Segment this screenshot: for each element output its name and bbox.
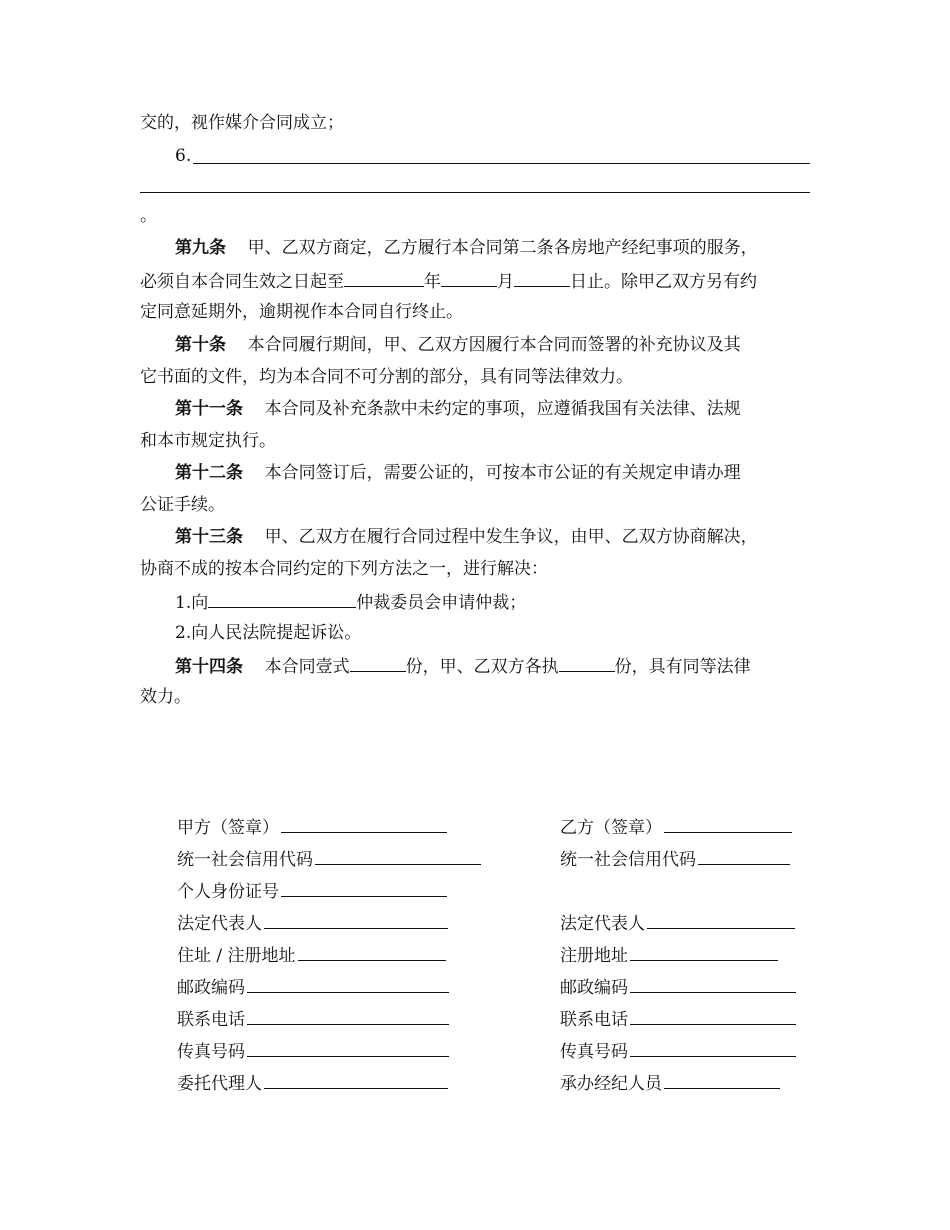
article-9-title: 第九条	[175, 238, 226, 258]
article-13: 第十三条 甲、乙双方在履行合同过程中发生争议，由甲、乙双方协商解决，	[175, 527, 758, 547]
party-b-address-field: 注册地址	[560, 943, 778, 965]
article-14: 第十四条 本合同壹式 份，甲、乙双方各执 份，具有同等法律	[175, 654, 751, 676]
article-11-line2: 和本市规定执行。	[140, 431, 276, 451]
article-13-line2: 协商不成的按本合同约定的下列方法之一，进行解决：	[140, 559, 548, 579]
article-13-option-1: 1.向 仲裁委员会申请仲裁；	[175, 590, 526, 612]
article-12: 第十二条 本合同签订后，需要公证的，可按本市公证的有关规定申请办理	[175, 463, 741, 483]
party-a-fax-field: 传真号码	[177, 1039, 449, 1061]
article-10: 第十条 本合同履行期间，甲、乙双方因履行本合同而签署的补充协议及其	[175, 335, 741, 355]
copies-each-blank	[559, 654, 615, 672]
party-a-id-number-field: 个人身份证号	[177, 879, 447, 901]
article-12-line2: 公证手续。	[140, 495, 225, 515]
item-6-blank-line-2	[140, 192, 810, 193]
item-6-label: 6.	[175, 146, 192, 166]
article-11-title: 第十一条	[175, 399, 243, 419]
item-6-blank-line	[193, 163, 810, 164]
article-12-title: 第十二条	[175, 463, 243, 483]
party-a-legal-rep-field: 法定代表人	[177, 911, 448, 933]
party-b-credit-code-field: 统一社会信用代码	[560, 847, 790, 869]
party-a-postcode-field: 邮政编码	[177, 975, 449, 997]
copies-total-blank	[350, 654, 406, 672]
end-day-blank	[514, 269, 570, 287]
end-month-blank	[441, 269, 497, 287]
article-14-line2: 效力。	[140, 687, 191, 707]
party-b-phone-field: 联系电话	[560, 1007, 796, 1029]
party-a-credit-code-field: 统一社会信用代码	[177, 847, 481, 869]
article-13-title: 第十三条	[175, 527, 243, 547]
carry-over-line: 交的，视作媒介合同成立；	[140, 113, 344, 133]
party-a-agent-field: 委托代理人	[177, 1071, 448, 1093]
article-9-line1: 甲、乙双方商定，乙方履行本合同第二条各房地产经纪事项的服务，	[247, 238, 758, 258]
party-b-legal-rep-field: 法定代表人	[560, 911, 795, 933]
article-9-line2: 必须自本合同生效之日起至 年 月 日止。除甲乙双方另有约	[140, 269, 757, 291]
article-13-option-2: 2.向人民法院提起诉讼。	[175, 623, 362, 643]
party-b-fax-field: 传真号码	[560, 1039, 796, 1061]
item-6	[175, 145, 191, 167]
party-b-seal-field: 乙方（签章）	[560, 815, 792, 837]
end-year-blank	[344, 269, 424, 287]
article-14-title: 第十四条	[175, 657, 243, 677]
arbitration-commission-blank	[208, 590, 356, 608]
article-9	[175, 237, 758, 259]
party-b-broker-field: 承办经纪人员	[560, 1071, 780, 1093]
article-9-line3: 定同意延期外，逾期视作本合同自行终止。	[140, 302, 463, 322]
item-end-mark: 。	[140, 206, 157, 226]
article-10-line2: 它书面的文件，均为本合同不可分割的部分，具有同等法律效力。	[140, 367, 633, 387]
article-11: 第十一条 本合同及补充条款中未约定的事项，应遵循我国有关法律、法规	[175, 399, 741, 419]
party-a-address-field: 住址 / 注册地址	[177, 943, 446, 965]
party-a-phone-field: 联系电话	[177, 1007, 449, 1029]
party-a-seal-field: 甲方（签章）	[177, 815, 447, 837]
article-10-title: 第十条	[175, 335, 226, 355]
party-b-postcode-field: 邮政编码	[560, 975, 796, 997]
